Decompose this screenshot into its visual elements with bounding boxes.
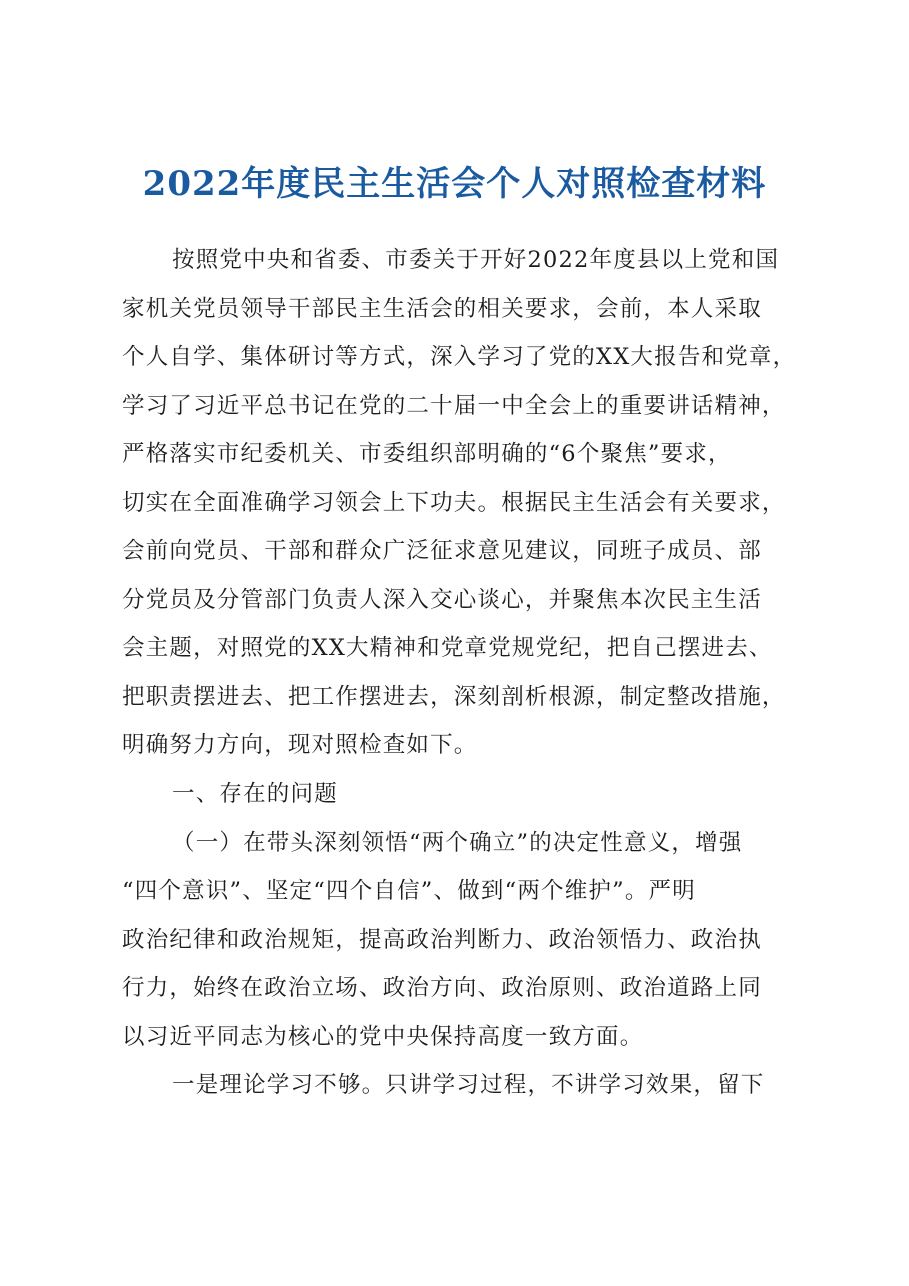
paragraph-line: 会前向党员、干部和群众广泛征求意见建议，同班子成员、部 [122, 538, 762, 564]
paragraph-line: 明确努力方向，现对照检查如下。 [122, 732, 478, 758]
paragraph-line: 分党员及分管部门负责人深入交心谈心，并聚焦本次民主生活 [122, 587, 762, 613]
paragraph-line: 按照党中央和省委、市委关于开好2022年度县以上党和国 [172, 247, 780, 273]
paragraph-line: “四个意识”、坚定“四个自信”、做到“两个维护”。严明 [122, 878, 696, 904]
paragraph-line: （一）在带头深刻领悟“两个确立”的决定性意义，增强 [172, 830, 743, 856]
paragraph-line: 学习了习近平总书记在党的二十届一中全会上的重要讲话精神， [122, 393, 786, 419]
paragraph-line: 以习近平同志为核心的党中央保持高度一致方面。 [122, 1024, 644, 1050]
document-title: 2022年度民主生活会个人对照检查材料 [142, 164, 767, 204]
paragraph-line: 切实在全面准确学习领会上下功夫。根据民主生活会有关要求， [122, 490, 786, 516]
paragraph-line: 把职责摆进去、把工作摆进去，深刻剖析根源，制定整改措施， [122, 684, 786, 710]
paragraph-line: 行力，始终在政治立场、政治方向、政治原则、政治道路上同 [122, 975, 762, 1001]
paragraph-line: 严格落实市纪委机关、市委组织部明确的“6个聚焦”要求， [122, 441, 732, 467]
paragraph-line: 一是理论学习不够。只讲学习过程，不讲学习效果，留下 [172, 1072, 765, 1098]
paragraph-line: 政治纪律和政治规矩，提高政治判断力、政治领悟力、政治执 [122, 927, 762, 953]
paragraph-line: 个人自学、集体研讨等方式，深入学习了党的XX大报告和党章， [122, 344, 797, 370]
section-heading: 一、存在的问题 [172, 781, 338, 807]
paragraph-line: 会主题，对照党的XX大精神和党章党规党纪，把自己摆进去、 [122, 635, 773, 661]
paragraph-line: 家机关党员领导干部民主生活会的相关要求，会前，本人采取 [122, 296, 762, 322]
